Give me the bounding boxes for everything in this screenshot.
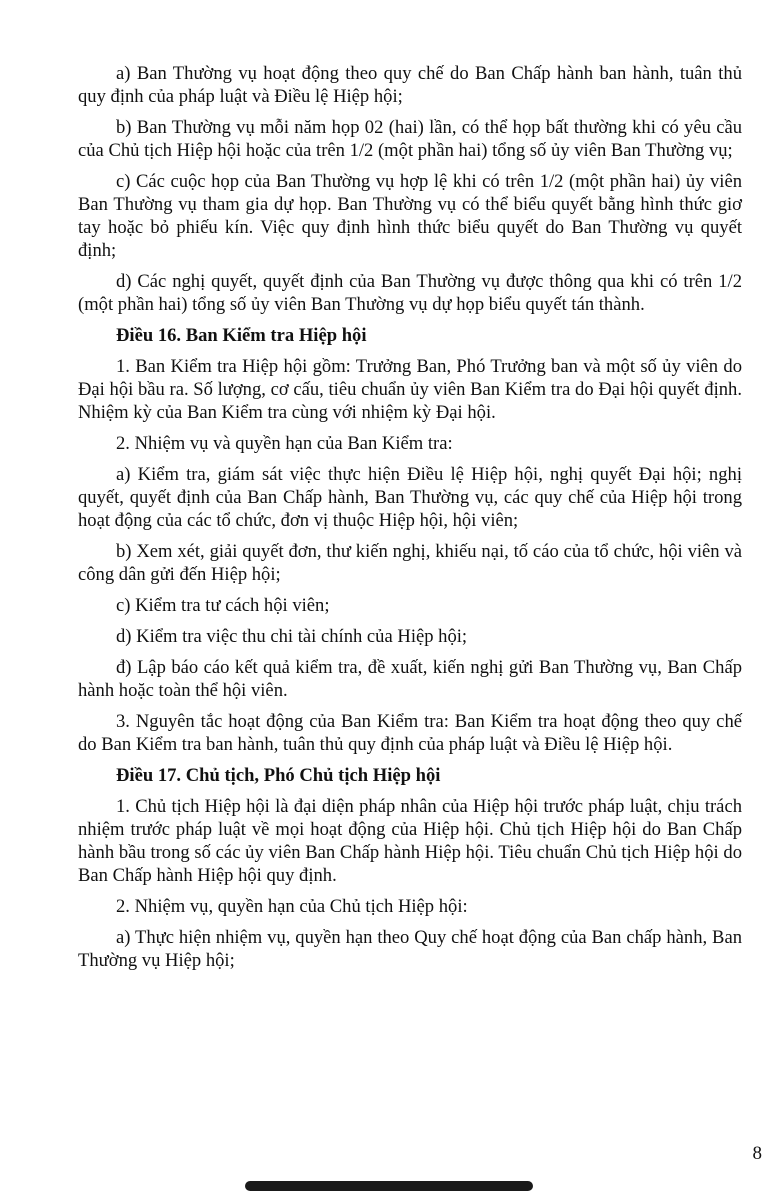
paragraph-b-meetings: b) Ban Thường vụ mỗi năm họp 02 (hai) lần, có thể họp bất thường khi có yêu cầu của Chủ tịch Hiệp hội hoặc của trên 1/2 (một phần hai) tổng số ủy viên Ban Thường vụ; <box>78 117 742 161</box>
article-17-paragraph: a) Thực hiện nhiệm vụ, quyền hạn theo Quy chế hoạt động của Ban chấp hành, Ban Thường vụ Hiệp hội; <box>78 927 742 971</box>
paragraph-d-resolutions: d) Các nghị quyết, quyết định của Ban Thường vụ được thông qua khi có trên 1/2 (một phần hai) tổng số ủy viên Ban Thường vụ dự họp biểu quyết tán thành. <box>78 271 742 315</box>
article-16-paragraph: 1. Ban Kiểm tra Hiệp hội gồm: Trưởng Ban, Phó Trưởng ban và một số ủy viên do Đại hội bầu ra. Số lượng, cơ cấu, tiêu chuẩn ủy viên Ban Kiểm tra do Đại hội quyết định. Nhiệm kỳ của Ban Kiểm tra cùng với nhiệm kỳ Đại hội. <box>78 356 742 423</box>
article-16-paragraph: 2. Nhiệm vụ và quyền hạn của Ban Kiểm tra: <box>116 433 453 454</box>
article-16-paragraph: đ) Lập báo cáo kết quả kiểm tra, đề xuất, kiến nghị gửi Ban Thường vụ, Ban Chấp hành hoặc toàn thể hội viên. <box>78 657 742 701</box>
article-16-paragraph: b) Xem xét, giải quyết đơn, thư kiến nghị, khiếu nại, tố cáo của tổ chức, hội viên và công dân gửi đến Hiệp hội; <box>78 541 742 585</box>
article-16-heading: Điều 16. Ban Kiểm tra Hiệp hội <box>116 325 367 346</box>
home-indicator-bar[interactable] <box>245 1181 533 1191</box>
article-16-paragraph: c) Kiểm tra tư cách hội viên; <box>116 595 330 616</box>
article-17-paragraph: 1. Chủ tịch Hiệp hội là đại diện pháp nhân của Hiệp hội trước pháp luật, chịu trách nhiệm trước pháp luật về mọi hoạt động của Hiệp hội. Chủ tịch Hiệp hội do Ban Chấp hành bầu trong số các ủy viên Ban Chấp hành Hiệp hội. Tiêu chuẩn Chủ tịch Hiệp hội do Ban Chấp hành Hiệp hội quy định. <box>78 796 742 886</box>
article-17-paragraph: 2. Nhiệm vụ, quyền hạn của Chủ tịch Hiệp hội: <box>116 896 468 917</box>
article-16-paragraph: d) Kiểm tra việc thu chi tài chính của Hiệp hội; <box>116 626 468 647</box>
page-number: 8 <box>752 1143 762 1164</box>
paragraph-c-quorum: c) Các cuộc họp của Ban Thường vụ hợp lệ khi có trên 1/2 (một phần hai) ủy viên Ban Thường vụ tham gia dự họp. Ban Thường vụ có thể biểu quyết bằng hình thức giơ tay hoặc bỏ phiếu kín. Việc quy định hình thức biểu quyết do Ban Thường vụ quyết định; <box>78 171 742 261</box>
article-16-paragraph: a) Kiểm tra, giám sát việc thực hiện Điều lệ Hiệp hội, nghị quyết Đại hội; nghị quyết, quyết định của Ban Chấp hành, Ban Thường vụ, các quy chế của Hiệp hội trong hoạt động của các tổ chức, đơn vị thuộc Hiệp hội, hội viên; <box>78 464 742 531</box>
paragraph-a-operation: a) Ban Thường vụ hoạt động theo quy chế do Ban Chấp hành ban hành, tuân thủ quy định của pháp luật và Điều lệ Hiệp hội; <box>78 63 742 107</box>
document-page <box>78 62 742 980</box>
article-17-heading: Điều 17. Chủ tịch, Phó Chủ tịch Hiệp hội <box>116 765 441 786</box>
article-16-paragraph: 3. Nguyên tắc hoạt động của Ban Kiểm tra: Ban Kiểm tra hoạt động theo quy chế do Ban Kiểm tra ban hành, tuân thủ quy định của pháp luật và Điều lệ Hiệp hội. <box>78 711 742 755</box>
